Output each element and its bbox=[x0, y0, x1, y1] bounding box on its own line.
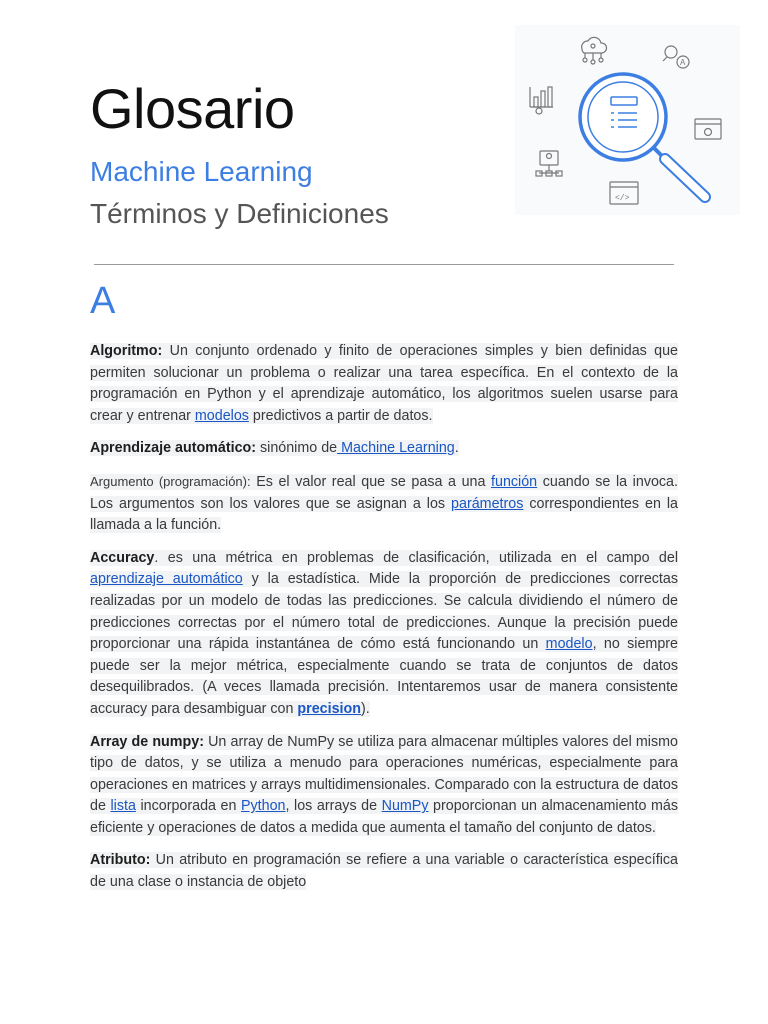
chart-icon bbox=[530, 87, 553, 114]
settings-window-icon bbox=[695, 119, 721, 139]
term-accuracy: Accuracy bbox=[90, 549, 155, 566]
link-lista[interactable]: lista bbox=[110, 798, 136, 815]
term-atributo: Atributo: bbox=[90, 852, 151, 869]
entry-aprendizaje: Aprendizaje automático: sinónimo de Machine Learning. bbox=[90, 440, 459, 457]
search-letter-icon bbox=[663, 46, 689, 68]
term-aprendizaje: Aprendizaje automático: bbox=[90, 440, 257, 457]
link-machine-learning[interactable]: Machine Learning bbox=[337, 440, 455, 457]
term-argumento: Argumento (programación): bbox=[90, 473, 251, 489]
subtitle-topic: Machine Learning bbox=[90, 156, 313, 187]
code-window-icon bbox=[610, 182, 638, 204]
svg-text:A: A bbox=[680, 58, 686, 67]
entry-algoritmo: Algoritmo: Un conjunto ordenado y finito de operaciones simples y bien definidas que permiten solucionar un problema o realizar una tarea específica. En el contexto de la programación en Python y el aprendizaje automático, los algoritmos suelen usarse para crear y entrenar modelos predictivos a partir de datos. bbox=[90, 343, 678, 424]
magnifier-icon bbox=[580, 74, 705, 197]
link-modelos[interactable]: modelos bbox=[194, 407, 249, 424]
term-algoritmo: Algoritmo: bbox=[90, 343, 163, 359]
link-parametros[interactable]: parámetros bbox=[451, 495, 524, 512]
link-funcion[interactable]: función bbox=[491, 473, 538, 490]
glossary-entries bbox=[90, 341, 678, 905]
entry-argumento: Argumento (programación): Es el valor real que se pasa a una función cuando se la invoca. Los argumentos son los valores que se asignan a los parámetros correspondientes en la llamada a la función. bbox=[90, 473, 679, 534]
term-array-numpy: Array de numpy: bbox=[90, 733, 204, 750]
link-python[interactable]: Python bbox=[241, 798, 286, 815]
subtitle-description: Términos y Definiciones bbox=[90, 198, 389, 229]
link-numpy[interactable]: NumPy bbox=[381, 798, 429, 815]
user-network-icon bbox=[536, 151, 562, 176]
entry-array-numpy: Array de numpy: Un array de NumPy se utiliza para almacenar múltiples valores del mismo tipo de datos, y se utiliza a menudo para operaciones numéricas, especialmente para operaciones en matrices y arrays multidimensionales. Comparado con la estructura de datos de lista incorporada en Python, los arrays de NumPy proporcionan un almacenamiento más eficiente y operaciones de datos a medida que aumenta el tamaño del conjunto de datos. bbox=[90, 733, 679, 836]
link-precision[interactable]: precision bbox=[297, 700, 361, 717]
page-title: Glosario bbox=[90, 77, 295, 140]
glossary-illustration bbox=[515, 25, 740, 215]
entry-atributo: Atributo: Un atributo en programación se refiere a una variable o característica específica de una clase o instancia de objeto bbox=[90, 852, 678, 891]
section-letter: A bbox=[90, 280, 116, 322]
link-aprendizaje-automatico[interactable]: aprendizaje automático bbox=[90, 571, 243, 588]
cloud-network-icon bbox=[582, 37, 607, 64]
entry-accuracy: Accuracy. es una métrica en problemas de clasificación, utilizada en el campo del aprendizaje automático y la estadística. Mide la proporción de predicciones correctas realizadas por un modelo de todas las predicciones. Se calcula dividiendo el número de predicciones correctas por el número total de predicciones. Aunque la precisión puede proporcionar una rápida instantánea de cómo está funcionando un modelo, no siempre puede ser la mejor métrica, especialmente cuando se trata de conjuntos de datos desequilibrados. (A veces llamada precisión. Intentaremos usar de manera consistente accuracy para desambiguar con precision). bbox=[90, 549, 678, 717]
svg-text:</>: </> bbox=[615, 194, 630, 203]
link-modelo[interactable]: modelo bbox=[545, 636, 593, 653]
header-divider bbox=[94, 264, 674, 265]
